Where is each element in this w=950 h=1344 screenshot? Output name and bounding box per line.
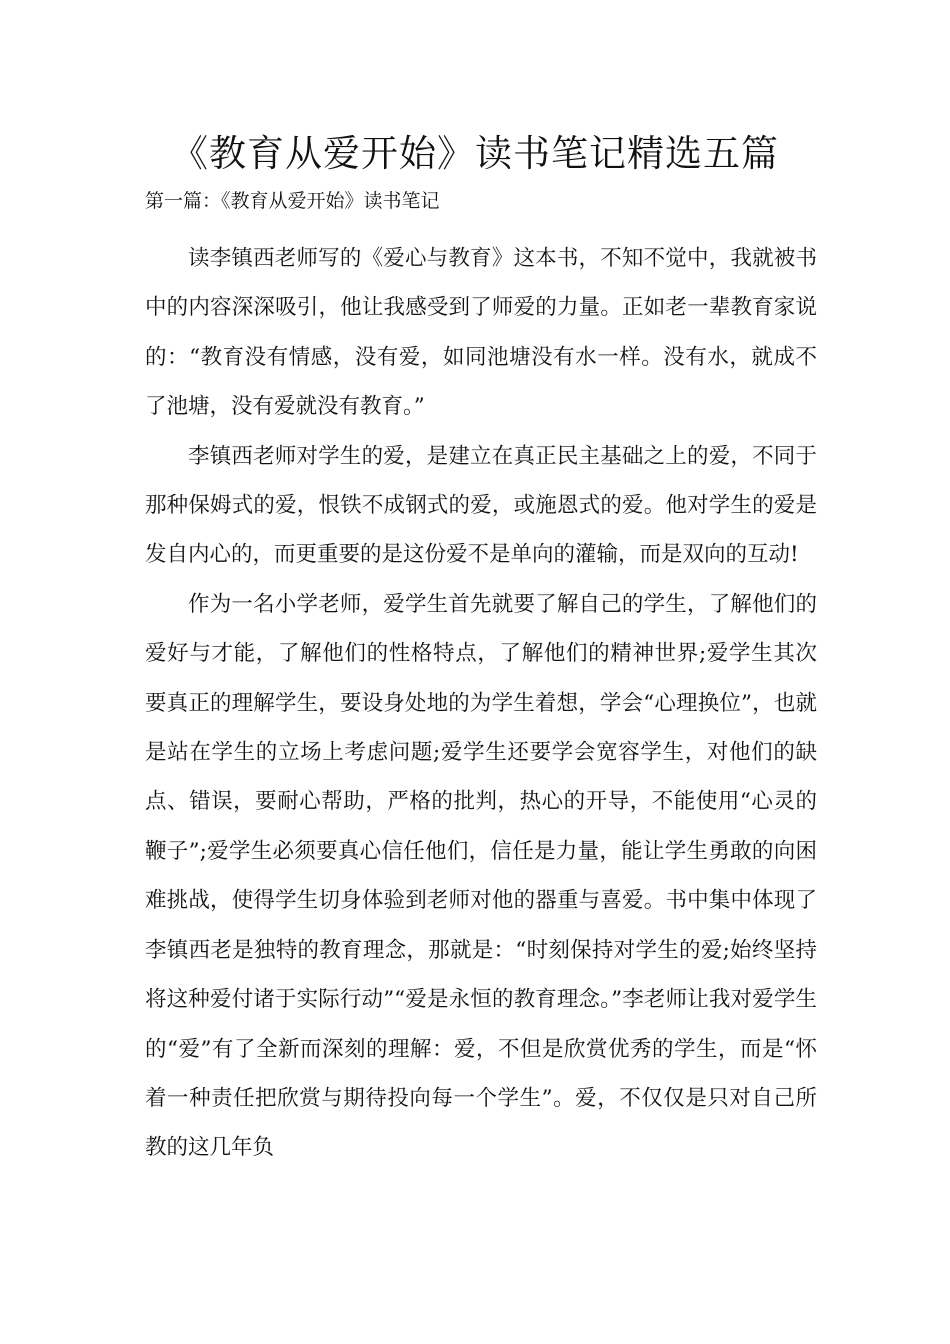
- paragraph-2: 李镇西老师对学生的爱，是建立在真正民主基础之上的爱，不同于那种保姆式的爱，恨铁不成钢式的爱，或施恩式的爱。他对学生的爱是发自内心的，而更重要的是这份爱不是单向的灌输，而是双向的互动!: [145, 443, 817, 568]
- paragraph-1: 读李镇西老师写的《爱心与教育》这本书，不知不觉中，我就被书中的内容深深吸引，他让我感受到了师爱的力量。正如老一辈教育家说的：“教育没有情感，没有爱，如同池塘没有水一样。没有水，就成不了池塘，没有爱就没有教育。”: [145, 246, 817, 420]
- section-heading: 第一篇：《教育从爱开始》读书笔记: [145, 190, 440, 212]
- document-title: 《教育从爱开始》读书笔记精选五篇: [171, 132, 779, 175]
- document-body: [145, 234, 817, 1173]
- paragraph-3: 作为一名小学老师，爱学生首先就要了解自己的学生，了解他们的爱好与才能，了解他们的性格特点，了解他们的精神世界;爱学生其次要真正的理解学生，要设身处地的为学生着想，学会“心理换位”，也就是站在学生的立场上考虑问题;爱学生还要学会宽容学生，对他们的缺点、错误，要耐心帮助，严格的批判，热心的开导，不能使用“心灵的鞭子”;爱学生必须要真心信任他们，信任是力量，能让学生勇敢的向困难挑战，使得学生切身体验到老师对他的器重与喜爱。书中集中体现了李镇西老是独特的教育理念，那就是：“时刻保持对学生的爱;始终坚持将这种爱付诸于实际行动”“爱是永恒的教育理念。”李老师让我对爱学生的“爱”有了全新而深刻的理解：爱，不但是欣赏优秀的学生，而是“怀着一种责任把欣赏与期待投向每一个学生”。爱，不仅仅是只对自己所教的这几年负: [145, 591, 817, 1161]
